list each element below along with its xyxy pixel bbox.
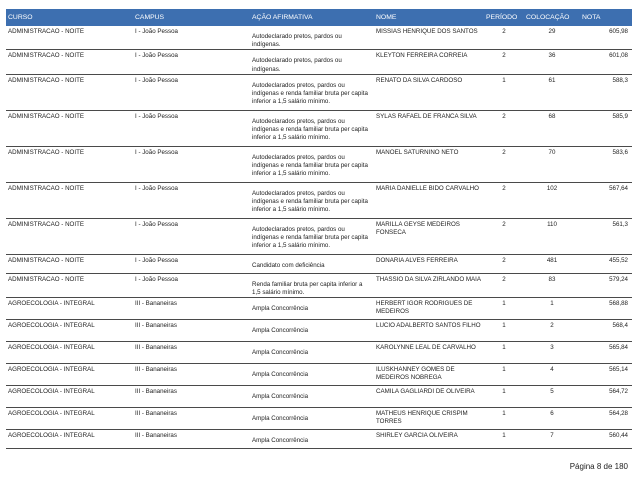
cell-nota: 588,3 [580, 74, 632, 110]
cell-nota: 565,84 [580, 342, 632, 364]
cell-periodo: 2 [484, 146, 524, 182]
cell-campus: I - João Pessoa [133, 273, 250, 297]
cell-periodo: 1 [484, 342, 524, 364]
cell-curso: AGROECOLOGIA - INTEGRAL [6, 320, 133, 342]
cell-acao-afirmativa: Autodeclarado pretos, pardos ou indígenas. [250, 26, 374, 50]
cell-curso: AGROECOLOGIA - INTEGRAL [6, 408, 133, 430]
header-nota: NOTA [580, 9, 632, 26]
cell-curso: AGROECOLOGIA - INTEGRAL [6, 386, 133, 408]
cell-campus: III - Bananeiras [133, 386, 250, 408]
cell-nota: 565,14 [580, 364, 632, 386]
cell-acao-afirmativa: Autodeclarados pretos, pardos ou indígenas e renda familiar bruta per capita inferior a 1,5 salário mínimo. [250, 110, 374, 146]
table-row [6, 26, 632, 50]
cell-periodo: 2 [484, 110, 524, 146]
cell-nota: 568,4 [580, 320, 632, 342]
cell-campus: III - Bananeiras [133, 320, 250, 342]
cell-acao-afirmativa: Ampla Concorrência [250, 430, 374, 449]
cell-nome: ILUSKHANNEY GOMES DE MEDEIROS NOBREGA [374, 364, 484, 386]
cell-curso: ADMINISTRACAO - NOITE [6, 218, 133, 254]
table-row [6, 320, 632, 342]
cell-nome: MARIA DANIELLE BIDO CARVALHO [374, 182, 484, 218]
table-row [6, 254, 632, 273]
cell-nome: MARILLA GEYSE MEDEIROS FONSECA [374, 218, 484, 254]
cell-colocacao: 3 [524, 342, 580, 364]
cell-periodo: 2 [484, 273, 524, 297]
cell-acao-afirmativa: Autodeclarados pretos, pardos ou indígenas e renda familiar bruta per capita inferior a 1,5 salário mínimo. [250, 74, 374, 110]
cell-campus: I - João Pessoa [133, 110, 250, 146]
cell-acao-afirmativa: Ampla Concorrência [250, 320, 374, 342]
cell-nome: MANOEL SATURNINO NETO [374, 146, 484, 182]
table-row [6, 273, 632, 297]
page-number: Página 8 de 180 [569, 462, 628, 471]
cell-nome: LUCIO ADALBERTO SANTOS FILHO [374, 320, 484, 342]
cell-colocacao: 83 [524, 273, 580, 297]
table-row [6, 364, 632, 386]
cell-nome: CAMILA GAGLIARDI DE OLIVEIRA [374, 386, 484, 408]
cell-periodo: 1 [484, 408, 524, 430]
table-row [6, 408, 632, 430]
cell-acao-afirmativa: Renda familiar bruta per capita inferior a 1,5 salário mínimo. [250, 273, 374, 297]
cell-nota: 579,24 [580, 273, 632, 297]
cell-curso: ADMINISTRACAO - NOITE [6, 110, 133, 146]
table-row [6, 386, 632, 408]
cell-colocacao: 102 [524, 182, 580, 218]
cell-colocacao: 7 [524, 430, 580, 449]
cell-nota: 567,64 [580, 182, 632, 218]
cell-nome: SHIRLEY GARCIA OLIVEIRA [374, 430, 484, 449]
cell-campus: I - João Pessoa [133, 218, 250, 254]
cell-campus: I - João Pessoa [133, 50, 250, 74]
cell-campus: III - Bananeiras [133, 364, 250, 386]
cell-colocacao: 481 [524, 254, 580, 273]
cell-colocacao: 2 [524, 320, 580, 342]
cell-acao-afirmativa: Autodeclarado pretos, pardos ou indígenas. [250, 50, 374, 74]
results-table [6, 9, 632, 449]
cell-acao-afirmativa: Ampla Concorrência [250, 386, 374, 408]
cell-acao-afirmativa: Autodeclarados pretos, pardos ou indígenas e renda familiar bruta per capita inferior a 1,5 salário mínimo. [250, 218, 374, 254]
header-row [6, 9, 632, 26]
cell-curso: ADMINISTRACAO - NOITE [6, 26, 133, 50]
cell-nome: KLEYTON FERREIRA CORREIA [374, 50, 484, 74]
cell-periodo: 2 [484, 254, 524, 273]
cell-curso: ADMINISTRACAO - NOITE [6, 182, 133, 218]
table-row [6, 218, 632, 254]
cell-nome: THASSIO DA SILVA ZIRLANDO MAIA [374, 273, 484, 297]
cell-curso: ADMINISTRACAO - NOITE [6, 74, 133, 110]
cell-campus: I - João Pessoa [133, 182, 250, 218]
cell-campus: I - João Pessoa [133, 26, 250, 50]
cell-nota: 601,08 [580, 50, 632, 74]
cell-nota: 583,6 [580, 146, 632, 182]
cell-nota: 605,98 [580, 26, 632, 50]
cell-curso: ADMINISTRACAO - NOITE [6, 273, 133, 297]
cell-nota: 561,3 [580, 218, 632, 254]
cell-nome: SYLAS RAFAEL DE FRANCA SILVA [374, 110, 484, 146]
cell-curso: AGROECOLOGIA - INTEGRAL [6, 298, 133, 320]
table-row [6, 110, 632, 146]
table-row [6, 146, 632, 182]
cell-nota: 585,9 [580, 110, 632, 146]
header-campus: CAMPUS [133, 9, 250, 26]
header-colocacao: COLOCAÇÃO [524, 9, 580, 26]
cell-acao-afirmativa: Candidato com deficiência [250, 254, 374, 273]
cell-colocacao: 70 [524, 146, 580, 182]
cell-curso: AGROECOLOGIA - INTEGRAL [6, 364, 133, 386]
cell-acao-afirmativa: Ampla Concorrência [250, 298, 374, 320]
cell-campus: I - João Pessoa [133, 254, 250, 273]
header-acao-afirmativa: AÇÃO AFIRMATIVA [250, 9, 374, 26]
cell-curso: ADMINISTRACAO - NOITE [6, 146, 133, 182]
cell-campus: III - Bananeiras [133, 342, 250, 364]
cell-acao-afirmativa: Ampla Concorrência [250, 408, 374, 430]
cell-periodo: 1 [484, 298, 524, 320]
cell-colocacao: 61 [524, 74, 580, 110]
cell-acao-afirmativa: Ampla Concorrência [250, 342, 374, 364]
cell-curso: ADMINISTRACAO - NOITE [6, 50, 133, 74]
cell-nota: 455,52 [580, 254, 632, 273]
table-row [6, 342, 632, 364]
header-curso: CURSO [6, 9, 133, 26]
cell-periodo: 1 [484, 364, 524, 386]
cell-campus: III - Bananeiras [133, 430, 250, 449]
header-periodo: PERÍODO [484, 9, 524, 26]
table-row [6, 50, 632, 74]
cell-nome: DONARIA ALVES FERREIRA [374, 254, 484, 273]
cell-periodo: 1 [484, 74, 524, 110]
cell-periodo: 2 [484, 182, 524, 218]
table-row [6, 430, 632, 449]
table-body [6, 26, 632, 449]
cell-nota: 564,72 [580, 386, 632, 408]
cell-nota: 564,28 [580, 408, 632, 430]
cell-acao-afirmativa: Autodeclarados pretos, pardos ou indígenas e renda familiar bruta per capita inferior a 1,5 salário mínimo. [250, 182, 374, 218]
table-row [6, 182, 632, 218]
cell-acao-afirmativa: Autodeclarados pretos, pardos ou indígenas e renda familiar bruta per capita inferior a 1,5 salário mínimo. [250, 146, 374, 182]
cell-periodo: 1 [484, 320, 524, 342]
cell-colocacao: 36 [524, 50, 580, 74]
header-nome: NOME [374, 9, 484, 26]
cell-nota: 568,88 [580, 298, 632, 320]
cell-nome: MISSIAS HENRIQUE DOS SANTOS [374, 26, 484, 50]
cell-nome: KAROLYNNE LEAL DE CARVALHO [374, 342, 484, 364]
cell-periodo: 1 [484, 430, 524, 449]
cell-colocacao: 4 [524, 364, 580, 386]
cell-periodo: 2 [484, 218, 524, 254]
cell-campus: III - Bananeiras [133, 408, 250, 430]
cell-nome: HERBERT IGOR RODRIGUES DE MEDEIROS [374, 298, 484, 320]
cell-periodo: 2 [484, 26, 524, 50]
cell-nome: RENATO DA SILVA CARDOSO [374, 74, 484, 110]
cell-curso: ADMINISTRACAO - NOITE [6, 254, 133, 273]
cell-colocacao: 29 [524, 26, 580, 50]
cell-nome: MATHEUS HENRIQUE CRISPIM TORRES [374, 408, 484, 430]
table-row [6, 298, 632, 320]
cell-colocacao: 68 [524, 110, 580, 146]
cell-curso: AGROECOLOGIA - INTEGRAL [6, 342, 133, 364]
results-sheet [6, 9, 632, 449]
cell-colocacao: 5 [524, 386, 580, 408]
cell-campus: III - Bananeiras [133, 298, 250, 320]
cell-curso: AGROECOLOGIA - INTEGRAL [6, 430, 133, 449]
cell-colocacao: 6 [524, 408, 580, 430]
cell-campus: I - João Pessoa [133, 146, 250, 182]
cell-campus: I - João Pessoa [133, 74, 250, 110]
cell-colocacao: 110 [524, 218, 580, 254]
cell-periodo: 1 [484, 386, 524, 408]
cell-acao-afirmativa: Ampla Concorrência [250, 364, 374, 386]
table-row [6, 74, 632, 110]
cell-colocacao: 1 [524, 298, 580, 320]
cell-periodo: 2 [484, 50, 524, 74]
cell-nota: 560,44 [580, 430, 632, 449]
